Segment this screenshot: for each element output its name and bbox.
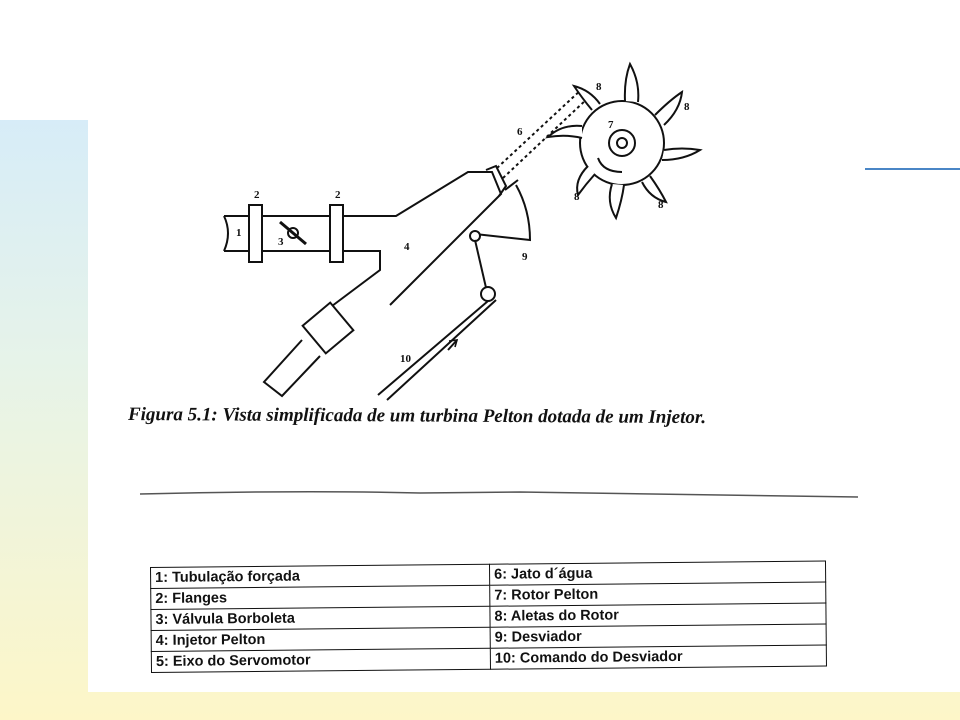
label-6: 6 [517, 126, 523, 138]
label-2b: 2 [335, 189, 341, 201]
legend-cell: 1: Tubulação forçada [151, 564, 490, 588]
servomotor-shaft [264, 340, 320, 396]
separator-line [140, 492, 858, 497]
label-2a: 2 [254, 189, 260, 201]
legend-cell: 10: Comando do Desviador [490, 645, 826, 669]
rotor-bucket [625, 64, 638, 102]
legend-cell: 5: Eixo do Servomotor [151, 648, 490, 672]
label-7: 7 [608, 119, 614, 131]
label-8a: 8 [596, 81, 602, 93]
legend-cell: 4: Injetor Pelton [151, 627, 490, 651]
label-8b: 8 [684, 101, 690, 113]
legend-cell: 6: Jato d´água [489, 561, 825, 585]
legend-cell: 3: Válvula Borboleta [151, 606, 490, 630]
label-8d: 8 [658, 199, 664, 211]
label-4: 4 [404, 241, 410, 253]
legend-cell: 2: Flanges [151, 585, 490, 609]
deflector-link [475, 240, 487, 292]
legend-table [150, 561, 827, 673]
legend-cell: 9: Desviador [490, 624, 826, 648]
pipe-break [224, 216, 228, 251]
flange-left [249, 205, 262, 262]
label-10: 10 [400, 353, 411, 365]
legend-cell: 7: Rotor Pelton [490, 582, 826, 606]
label-3: 3 [278, 236, 284, 248]
figure-caption: Figura 5.1: Vista simplificada de um turbina Pelton dotada de um Injetor. [127, 404, 707, 429]
flange-right [330, 205, 343, 262]
legend-cell: 8: Aletas do Rotor [490, 603, 826, 627]
servomotor-housing [303, 303, 354, 354]
label-8c: 8 [574, 191, 580, 203]
deflector-command-rods [378, 300, 496, 400]
label-1: 1 [236, 227, 242, 239]
label-9: 9 [522, 251, 528, 263]
